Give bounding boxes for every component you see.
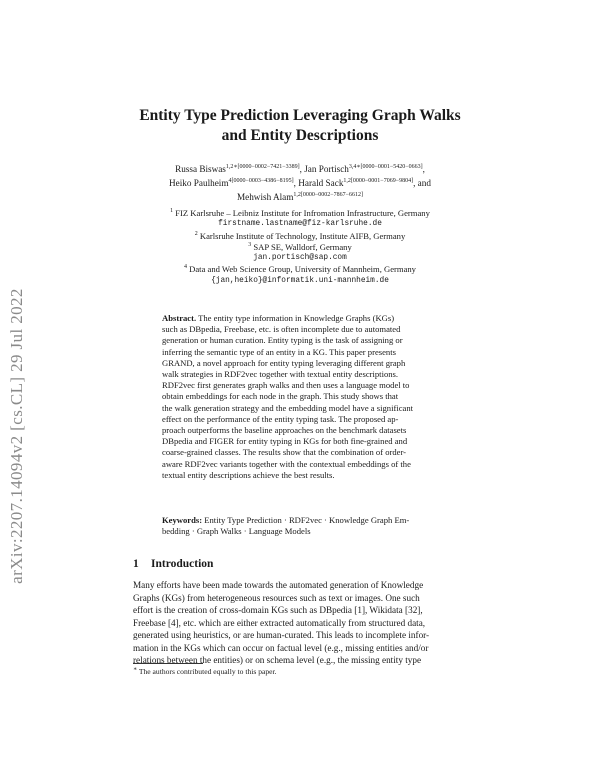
title-line: and Entity Descriptions: [221, 127, 379, 144]
footnote-mark: ∗: [133, 666, 138, 673]
footnote-text: The authors contributed equally to this paper.: [138, 667, 277, 676]
paper-title: [100, 106, 500, 146]
affiliation-text: FIZ Karlsruhe – Leibniz Institute for Infromation Infrastructure, Germany: [175, 208, 430, 218]
affiliation-number: 1: [170, 208, 174, 215]
author-line: [100, 190, 500, 204]
author-name: Harald Sack: [298, 178, 344, 188]
affiliation: [100, 208, 500, 219]
affiliation: [100, 242, 500, 253]
footnote-rule: [133, 663, 203, 664]
body-line: mation in the KGs which can occur on factual level (e.g., missing entities and/or: [133, 642, 429, 653]
body-line: Graphs (KGs) from heterogeneous resources such as text or images. One such: [133, 592, 420, 603]
affiliation: [100, 231, 500, 242]
abstract-line: generation or human curation. Entity typing is the task of assigning or: [162, 335, 403, 346]
affiliation-email: jan.portisch@sap.com: [253, 254, 347, 263]
abstract: [162, 313, 458, 481]
author-name: Russa Biswas: [175, 164, 226, 174]
section-heading: [133, 558, 213, 570]
abstract-line: obtain embeddings for each node in the graph. This study shows that: [162, 391, 399, 402]
abstract-line: coarse-grained classes. The results show that the combination of order-: [162, 447, 407, 458]
abstract-line: GRAND, a novel approach for entity typing leveraging different graph: [162, 357, 406, 368]
author-orcid: 1,2[0000−0002−7867−6612]: [293, 191, 364, 198]
arxiv-stamp-text: arXiv:2207.14094v2 [cs.CL] 29 Jul 2022: [7, 288, 26, 584]
author-name: Mehwish Alam: [236, 192, 294, 202]
abstract-line: RDF2vec first generates graph walks and then uses a language model to: [162, 380, 410, 391]
body-line: Many efforts have been made towards the automated generation of Knowledge: [133, 580, 424, 590]
keywords-text: Entity Type Prediction · RDF2vec · Knowledge Graph Em-: [204, 515, 410, 525]
abstract-line: [162, 313, 458, 324]
body-line: relations between the entities) or on schema level (e.g., the missing entity type: [133, 655, 422, 665]
abstract-line: such as DBpedia, Freebase, etc. is often incomplete due to automated: [162, 324, 401, 335]
abstract-line: inferring the semantic type of an entity in a KG. This paper presents: [162, 346, 396, 357]
affiliation: [100, 264, 500, 275]
author-orcid: 1,2[0000−0001−7069−9804]: [343, 177, 414, 184]
affiliation-number: 2: [194, 230, 198, 237]
author-name: Heiko Paulheim: [169, 178, 229, 188]
affiliations: [100, 208, 500, 287]
keywords-label: Keywords:: [162, 515, 203, 525]
body-line: effort is the creation of cross-domain KGs such as DBpedia [1], Wikidata [32],: [133, 605, 423, 615]
affiliation-email: {jan,heiko}@informatik.uni-mannheim.de: [211, 276, 389, 285]
abstract-text: The entity type information in Knowledge Graphs (KGs): [198, 313, 395, 323]
abstract-line: aware RDF2vec variants together with the contextual embeddings of the: [162, 458, 411, 469]
author-list: [100, 162, 500, 204]
intro-paragraph: [133, 579, 467, 667]
abstract-line: textual entity descriptions achieve the best results.: [162, 469, 335, 480]
title-line: Entity Type Prediction Leveraging Graph Walks: [139, 107, 461, 124]
author-orcid: 3,4∗[0000−0001−5420−0663]: [348, 163, 423, 170]
section-title: Introduction: [151, 558, 214, 570]
author-name: Jan Portisch: [304, 164, 349, 174]
abstract-line: proach outperforms the baseline approaches on the benchmark datasets: [162, 425, 407, 436]
keywords-line: bedding · Graph Walks · Language Models: [162, 526, 311, 537]
abstract-line: effect on the performance of the entity typing task. The proposed ap-: [162, 413, 399, 424]
affiliation-number: 3: [248, 242, 252, 249]
author-line: Russa Biswas$^{1,2∗[0000-0002-7421-3389]}$, Jan Portisch$^{3,4∗[0000-0001-5420-0663]}$,: [175, 163, 425, 174]
section-number: 1: [133, 558, 139, 570]
abstract-line: the walk generation strategy and the embedding model have a significant: [162, 402, 414, 413]
abstract-line: DBpedia and FIGER for entity typing in KGs for both fine-grained and: [162, 436, 408, 447]
body-line: generated using heuristics, or are human-curated. This leads to incomplete infor-: [133, 630, 430, 640]
affiliation-text: Karlsruhe Institute of Technology, Institute AIFB, Germany: [199, 230, 406, 241]
arxiv-stamp: [6, 216, 28, 656]
keywords-line: [162, 515, 458, 526]
affiliation-text: Data and Web Science Group, University of Mannheim, Germany: [189, 264, 416, 275]
abstract-label: Abstract.: [162, 313, 197, 323]
keywords: [162, 515, 458, 537]
body-line: Freebase [4], etc. which are either extracted automatically from structured data,: [133, 617, 426, 628]
affiliation-number: 4: [184, 264, 187, 271]
footnote: [133, 667, 277, 676]
abstract-line: walk strategies in RDF2vec together with textual entity descriptions.: [162, 369, 399, 380]
author-orcid: 1,2∗[0000−0002−7421−3389]: [225, 163, 300, 170]
author-conjunction: and: [417, 178, 431, 188]
affiliation-text: SAP SE, Walldorf, Germany: [253, 241, 352, 252]
affiliation-email: firstname.lastname@fiz-karlsruhe.de: [218, 220, 382, 229]
author-line: Heiko Paulheim$^{4[0000-0003-4386-8195]}$, Harald Sack$^{1,2[0000-0001-7069-9804]}$, and: [169, 177, 431, 188]
author-orcid: 4[0000−0003−4386−8195]: [228, 177, 294, 184]
